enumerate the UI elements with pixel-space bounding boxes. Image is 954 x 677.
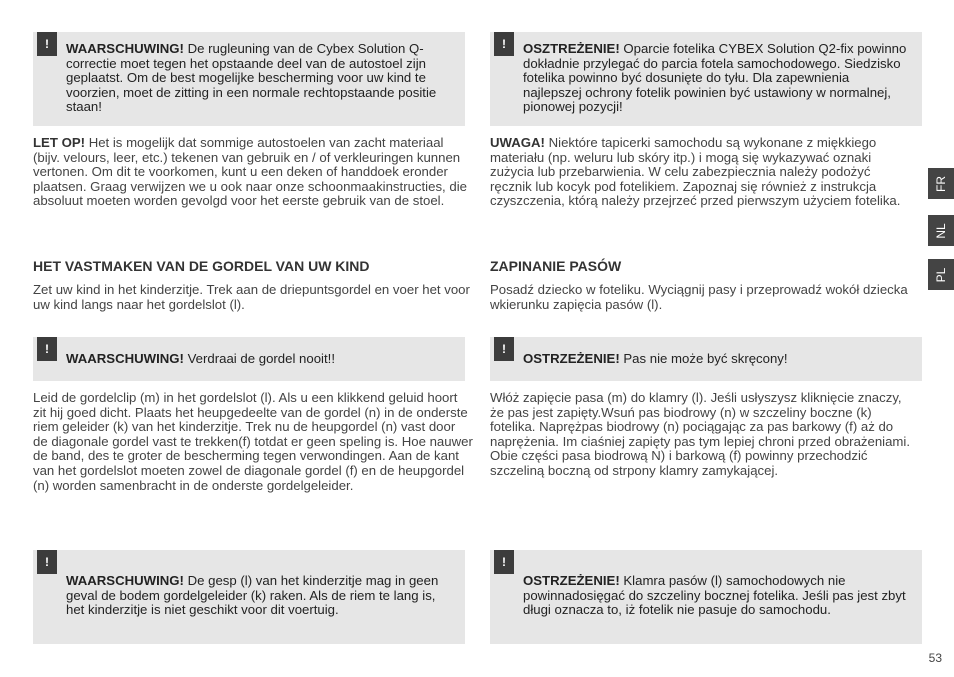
section-heading-nl: HET VASTMAKEN VAN DE GORDEL VAN UW KIND bbox=[33, 258, 370, 274]
warning-icon: ! bbox=[37, 337, 57, 361]
tab-label: PL bbox=[934, 267, 948, 282]
page-number: 53 bbox=[928, 651, 942, 665]
language-tab-nl[interactable] bbox=[928, 215, 954, 246]
warning-box-buckle-pl bbox=[490, 550, 922, 644]
note-paragraph-pl bbox=[490, 136, 915, 209]
intro-paragraph-nl: Zet uw kind in het kinderzitje. Trek aan de driepuntsgordel en voer het voor uw kind langs naar het gordelslot (l). bbox=[33, 282, 470, 312]
warning-title: OSTRZEŻENIE! bbox=[523, 351, 620, 366]
warning-text bbox=[523, 352, 910, 367]
warning-body: De gesp (l) van het kinderzitje mag in geen geval de bodem gordelgeleider (k) raken. Als de riem te lang is, het kinderzitje is niet geschikt voor dit voertuig. bbox=[66, 573, 439, 618]
warning-body: Verdraai de gordel nooit!! bbox=[183, 351, 335, 366]
warning-text bbox=[523, 42, 910, 115]
intro-paragraph-pl: Posadź dziecko w foteliku. Wyciągnij pasy i przeprowadź wokół dziecka wkierunku zapięcia pasów (l). bbox=[490, 282, 908, 312]
warning-body: De rugleuning van de Cybex Solution Q-correctie moet tegen het opstaande deel van de autostoel zijn geplaatst. Om de best mogelijke bescherming voor uw kind te voorzien, moet de zitting in een normale rechtopstaande positie staan! bbox=[66, 41, 437, 115]
warning-body: Oparcie fotelika CYBEX Solution Q2-fix powinno dokładnie przylegać do parcia fotela samochodowego. Siedzisko fotelika powinno być dosunięte do tyłu. Dla zapewnienia najlepszej ochrony fotelik powinien być ustawiony w normalnej, pionowej pozycji! bbox=[523, 41, 907, 115]
note-label: LET OP! bbox=[33, 135, 86, 150]
language-tab-pl[interactable] bbox=[928, 259, 954, 290]
warning-title: WAARSCHUWING! bbox=[66, 41, 184, 56]
note-text: Het is mogelijk dat sommige autostoelen van zacht materiaal (bijv. velours, leer, etc.) tekenen van gebruik en / of verkleuringen kunnen vertonen. Om dit te voorkomen, kunt u een deken of handdoek eronder plaatsen. Graag verwijzen we u ook naar onze schoonmaakinstructies, die absoluut moeten worden gevolgd voor het eerste gebruik van de stoel. bbox=[33, 135, 467, 209]
section-heading-pl: ZAPINANIE PASÓW bbox=[490, 258, 622, 274]
warning-text bbox=[523, 574, 910, 618]
warning-title: OSTRZEŻENIE! bbox=[523, 573, 620, 588]
warning-title: WAARSCHUWING! bbox=[66, 573, 184, 588]
warning-icon: ! bbox=[494, 550, 514, 574]
note-label: UWAGA! bbox=[490, 135, 545, 150]
warning-icon: ! bbox=[37, 32, 57, 56]
tab-label: NL bbox=[934, 222, 948, 239]
note-text: Niektóre tapicerki samochodu są wykonane z miękkiego materiału (np. weluru lub skóry itp.) i mogą się wykazywać oznaki zużycia lub przebarwienia. W celu zabezpiecznia należy podożyć ręcznik lub kocyk pod fotelikiem. Zapoznaj się również z instrukcja czyszczenia, którą należy przejrzeć przed pierwszym użyciem fotelika. bbox=[490, 135, 901, 209]
tab-label: FR bbox=[934, 175, 948, 192]
warning-body: Pas nie może być skręcony! bbox=[619, 351, 788, 366]
warning-icon: ! bbox=[37, 550, 57, 574]
warning-icon: ! bbox=[494, 337, 514, 361]
language-tab-fr[interactable] bbox=[928, 168, 954, 199]
warning-text bbox=[66, 574, 453, 618]
body-paragraph-nl: Leid de gordelclip (m) in het gordelslot (l). Als u een klikkend geluid hoort zit hij goed dicht. Plaats het heupgedeelte van de gordel (n) in de onderste riem geleider (k) van het kinderzitje. Trek nu de heupgordel (n) vast door de diagonale gordel vast te trekken(f) totdat er geen speling is. Hoe nauwer de band, des te groter de bescherming tegen verwondingen. Aan de kant van het gordelslot moeten zowel de diagonale gordel (f) en de heupgordel (n) worden samenbracht in de onderste gordelgeleider. bbox=[33, 390, 473, 493]
warning-title: WAARSCHUWING! bbox=[66, 351, 184, 366]
warning-text bbox=[66, 352, 453, 367]
warning-box-backrest-nl bbox=[33, 32, 465, 126]
warning-body: Klamra pasów (l) samochodowych nie powinnadosięgać do szczeliny bocznej fotelika. Jeśli pas jest zbyt długi oznacza to, iż fotelik nie pasuje do samochodu. bbox=[523, 573, 906, 618]
warning-box-buckle-nl bbox=[33, 550, 465, 644]
body-paragraph-pl: Włóż zapięcie pasa (m) do klamry (l). Jeśli usłyszysz kliknięcie znaczy, że pas jest zapięty.Wsuń pas biodrowy (n) w szczeliny boczne (k) fotelika. Naprężpas biodrowy (n) pociągając za pas barkowy (f) aż do naprężenia. Im ciaśniej zapięty pas tym lepiej chroni przed obrażeniami. Obie części pasa biodrową N) i barkową (f) powinny przechodzić szczeliną boczną od strpony klamry zamykającej. bbox=[490, 390, 911, 478]
warning-text bbox=[66, 42, 453, 115]
warning-box-backrest-pl bbox=[490, 32, 922, 126]
warning-box-twist-nl bbox=[33, 337, 465, 381]
warning-title: OSZTREŻENIE! bbox=[523, 41, 620, 56]
warning-icon: ! bbox=[494, 32, 514, 56]
note-paragraph-nl bbox=[33, 136, 473, 209]
warning-box-twist-pl bbox=[490, 337, 922, 381]
